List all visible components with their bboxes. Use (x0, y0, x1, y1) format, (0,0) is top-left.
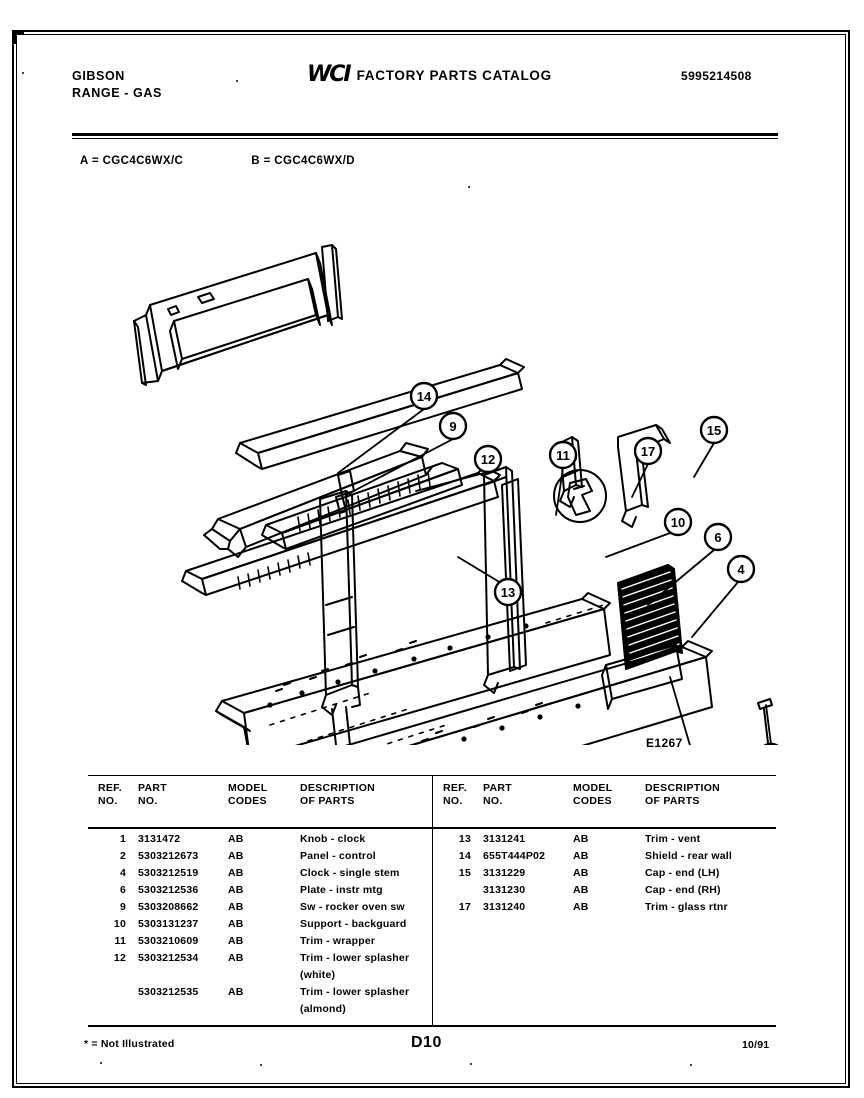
wci-logo: WCI (307, 62, 350, 87)
column-header-ref-line2: NO. (98, 795, 118, 807)
cell-model-codes: AB (228, 918, 244, 930)
footnote-not-illustrated: * = Not Illustrated (84, 1038, 175, 1050)
cell-model-codes: AB (228, 935, 244, 947)
table-row (88, 833, 432, 850)
cell-model-codes: AB (228, 850, 244, 862)
cell-description: Support - backguard (300, 918, 407, 930)
model-code-a: A = CGC4C6WX/C (80, 155, 184, 167)
cell-description: (almond) (300, 1003, 346, 1015)
cell-description: Knob - clock (300, 833, 366, 845)
cell-model-codes: AB (573, 850, 589, 862)
cell-part-no: 655T444P02 (483, 850, 546, 862)
table-row (88, 850, 432, 867)
column-header-part (138, 782, 167, 808)
cell-ref-no: 15 (458, 867, 471, 879)
cell-ref-no: 1 (119, 833, 126, 845)
cell-description: Trim - vent (645, 833, 701, 845)
column-header-model-line2: CODES (573, 795, 612, 807)
control-panel-rear (216, 593, 610, 745)
cell-ref-no: 2 (119, 850, 126, 862)
catalog-header (307, 64, 552, 86)
cell-part-no: 3131241 (483, 833, 526, 845)
svg-text:13: 13 (500, 585, 516, 600)
callout-6 (705, 524, 731, 550)
table-row (88, 901, 432, 918)
scan-speck (236, 80, 238, 82)
scan-speck (22, 72, 24, 74)
table-row (433, 850, 777, 867)
callout-4 (728, 556, 754, 582)
callout-15 (701, 417, 727, 443)
cell-part-no: 5303212673 (138, 850, 199, 862)
cell-model-codes: AB (228, 901, 244, 913)
cell-part-no: 5303208662 (138, 901, 199, 913)
document-number: 5995214508 (681, 69, 752, 83)
parts-table-right-column (433, 775, 777, 1027)
figure-code: E1267 (646, 736, 683, 750)
column-header-ref-line1: REF. (443, 782, 467, 794)
cell-description: Trim - lower splasher (300, 986, 410, 998)
callout-13 (495, 579, 521, 605)
table-row (433, 884, 777, 901)
svg-text:4: 4 (737, 562, 745, 577)
table-row (433, 901, 777, 918)
callout-12 (475, 446, 501, 472)
cell-part-no: 5303210609 (138, 935, 199, 947)
svg-text:15: 15 (706, 423, 722, 438)
table-row (433, 833, 777, 850)
parts-rows-right (433, 833, 777, 918)
svg-text:6: 6 (714, 530, 722, 545)
scan-speck (100, 1062, 102, 1064)
cell-model-codes: AB (228, 833, 244, 845)
callout-17 (635, 438, 661, 464)
table-row (88, 935, 432, 952)
cell-ref-no: 10 (113, 918, 126, 930)
cell-description: Sw - rocker oven sw (300, 901, 405, 913)
callout-14 (411, 383, 437, 409)
table-row (88, 867, 432, 884)
callout-11 (550, 442, 576, 468)
column-header-desc-line2: OF PARTS (300, 795, 355, 807)
cell-description: (white) (300, 969, 336, 981)
parts-rows-left (88, 833, 432, 1020)
front-panel-knob-studs (422, 703, 542, 741)
column-header-part (483, 782, 512, 808)
cell-description: Panel - control (300, 850, 376, 862)
cell-model-codes: AB (228, 867, 244, 879)
cell-ref-no: 11 (114, 935, 126, 947)
cell-part-no: 3131240 (483, 901, 526, 913)
column-header-part-line2: NO. (138, 795, 158, 807)
cell-part-no: 5303131237 (138, 918, 199, 930)
svg-text:17: 17 (640, 444, 656, 459)
parts-table-left-column (88, 775, 432, 1027)
table-row (88, 1003, 432, 1020)
model-codes-line (80, 155, 355, 167)
table-row (88, 969, 432, 986)
cell-description: Trim - glass rtnr (645, 901, 728, 913)
svg-text:9: 9 (449, 419, 457, 434)
callout-10 (665, 509, 691, 535)
cell-part-no: 3131230 (483, 884, 526, 896)
cell-description: Shield - rear wall (645, 850, 733, 862)
cell-model-codes: AB (228, 986, 244, 998)
cell-ref-no: 4 (119, 867, 126, 879)
cell-ref-no: 13 (458, 833, 471, 845)
cell-ref-no: 6 (119, 884, 126, 896)
table-row (88, 986, 432, 1003)
cell-model-codes: AB (573, 901, 589, 913)
column-header-desc-line1: DESCRIPTION (645, 782, 721, 794)
column-header-model (573, 782, 612, 808)
callout-9 (440, 413, 466, 439)
revision-date: 10/91 (742, 1039, 770, 1051)
cell-description: Clock - single stem (300, 867, 400, 879)
column-header-part-line1: PART (138, 782, 168, 794)
scan-speck (260, 1064, 262, 1066)
cell-model-codes: AB (228, 952, 244, 964)
column-header-ref-line1: REF. (98, 782, 122, 794)
svg-text:14: 14 (416, 389, 432, 404)
column-header-description (645, 782, 720, 808)
column-header-model-line1: MODEL (573, 782, 613, 794)
column-header-model-line1: MODEL (228, 782, 268, 794)
svg-text:10: 10 (670, 515, 686, 530)
cell-model-codes: AB (228, 884, 244, 896)
parts-table (88, 775, 776, 1027)
page-number: D10 (411, 1034, 442, 1051)
lower-vent-louvers (238, 553, 310, 589)
assembly-guide-lines (270, 603, 610, 745)
model-code-b: B = CGC4C6WX/D (251, 155, 355, 167)
column-header-desc-line2: OF PARTS (645, 795, 700, 807)
column-header-ref (443, 782, 467, 808)
column-header-part-line1: PART (483, 782, 513, 794)
column-header-ref-line2: NO. (443, 795, 463, 807)
cell-ref-no: 17 (458, 901, 471, 913)
table-row (433, 867, 777, 884)
cell-description: Cap - end (RH) (645, 884, 721, 896)
brand-category: RANGE - GAS (72, 86, 162, 100)
header-rule-thin (72, 138, 778, 139)
cell-model-codes: AB (573, 884, 589, 896)
column-header-model-line2: CODES (228, 795, 267, 807)
column-header-description (300, 782, 375, 808)
cell-part-no: 5303212534 (138, 952, 199, 964)
backguard-side-upright (322, 245, 342, 321)
cell-description: Trim - wrapper (300, 935, 376, 947)
catalog-title: FACTORY PARTS CATALOG (356, 67, 552, 83)
svg-text:12: 12 (480, 452, 496, 467)
cell-model-codes: AB (573, 867, 589, 879)
table-row (88, 918, 432, 935)
callout-1 (758, 744, 782, 745)
column-header-model (228, 782, 267, 808)
column-header-part-line2: NO. (483, 795, 503, 807)
brand-heading (72, 68, 162, 102)
cell-part-no: 3131472 (138, 833, 181, 845)
cell-model-codes: AB (573, 833, 589, 845)
cell-part-no: 5303212535 (138, 986, 199, 998)
column-header-ref (98, 782, 122, 808)
cell-part-no: 5303212519 (138, 867, 199, 879)
exploded-parts-diagram (70, 185, 782, 745)
rear-wall-shield-part (134, 253, 332, 385)
scan-speck (690, 1064, 692, 1066)
svg-text:11: 11 (556, 448, 570, 463)
cell-description: Trim - lower splasher (300, 952, 410, 964)
scan-speck (470, 1063, 472, 1065)
scan-artifact (14, 32, 17, 44)
brand-name: GIBSON (72, 69, 125, 83)
cell-part-no: 3131229 (483, 867, 526, 879)
cell-ref-no: 14 (458, 850, 471, 862)
header-rule (72, 133, 778, 136)
column-header-desc-line1: DESCRIPTION (300, 782, 376, 794)
cell-description: Cap - end (LH) (645, 867, 720, 879)
table-row (88, 884, 432, 901)
cell-ref-no: 9 (119, 901, 126, 913)
cell-ref-no: 12 (113, 952, 126, 964)
table-row (88, 952, 432, 969)
cell-description: Plate - instr mtg (300, 884, 383, 896)
cell-part-no: 5303212536 (138, 884, 199, 896)
